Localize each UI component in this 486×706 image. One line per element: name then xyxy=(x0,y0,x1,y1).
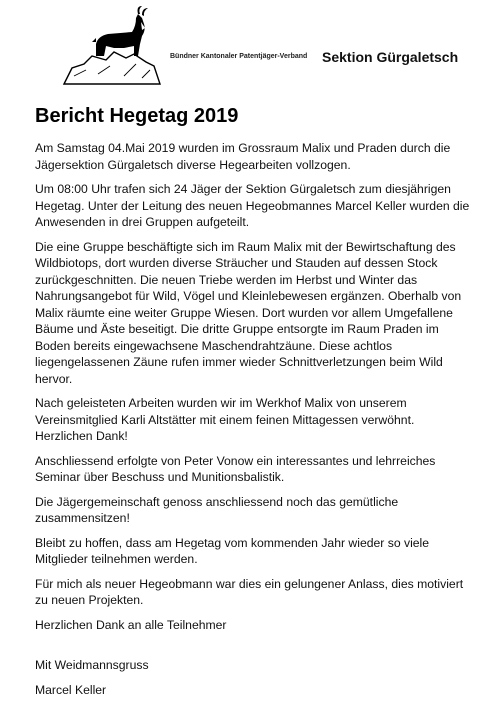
paragraph: Bleibt zu hoffen, dass am Hegetag vom kommenden Jahr wieder so viele Mitglieder teilnehmen werden. xyxy=(35,535,430,566)
chamois-logo-icon xyxy=(62,4,162,86)
paragraph: Herzlichen Dank an alle Teilnehmer xyxy=(35,617,227,632)
paragraph: Die Jägergemeinschaft genoss anschliessend noch das gemütliche zusammensitzen! xyxy=(35,494,399,525)
page-title: Bericht Hegetag 2019 xyxy=(35,105,239,127)
paragraph: Nach geleisteten Arbeiten wurden wir im Werkhof Malix von unserem Vereinsmitglied Karli Altstätter mit einem feinen Mittagessen verwöhnt. Herzlichen Dank! xyxy=(35,396,415,443)
organization-name: Bündner Kantonaler Patentjäger-Verband xyxy=(170,53,308,60)
paragraph: Am Samstag 04.Mai 2019 wurden im Grossraum Malix und Praden durch die Jägersektion Gürgaletsch diverse Hegearbeiten vollzogen. xyxy=(35,141,451,172)
paragraph: Um 08:00 Uhr trafen sich 24 Jäger der Sektion Gürgaletsch zum diesjährigen Hegetag. Unter der Leitung des neuen Hegeobmannes Marcel Keller wurden die Anwesenden in drei Gruppen aufgeteilt. xyxy=(35,182,470,229)
signature-name: Marcel Keller xyxy=(35,682,107,697)
paragraph: Für mich als neuer Hegeobmann war dies ein gelungener Anlass, dies motiviert zu neuen Projekten. xyxy=(35,576,464,607)
closing-greeting: Mit Weidmannsgruss xyxy=(35,658,149,672)
section-name: Sektion Gürgaletsch xyxy=(322,49,459,65)
report-body xyxy=(35,140,475,706)
paragraph: Die eine Gruppe beschäftigte sich im Raum Malix mit der Bewirtschaftung des Wildbiotops, dort wurden diverse Sträucher und Stauden auf dessen Stock zurückgeschnitten. Die neuen Triebe werden im Herbst und Winter das Nahrungsangebot für Wild, Vögel und Kleinlebewesen ergänzen. Oberhalb von Malix räumte eine weiter Gruppe Wiesen. Dort wurden vor allem Umgefallene Bäume und Äste beseitigt. Die dritte Gruppe entsorgte im Raum Praden im Boden bereits eingewachsene Maschendrahtzäune. Diese achtlos liegengelassenen Zäune rufen immer wieder Schnittverletzungen beim Wild hervor. xyxy=(35,239,462,386)
paragraph: Anschliessend erfolgte von Peter Vonow ein interessantes und lehrreiches Seminar über Beschuss und Munitionsbalistik. xyxy=(35,453,436,484)
